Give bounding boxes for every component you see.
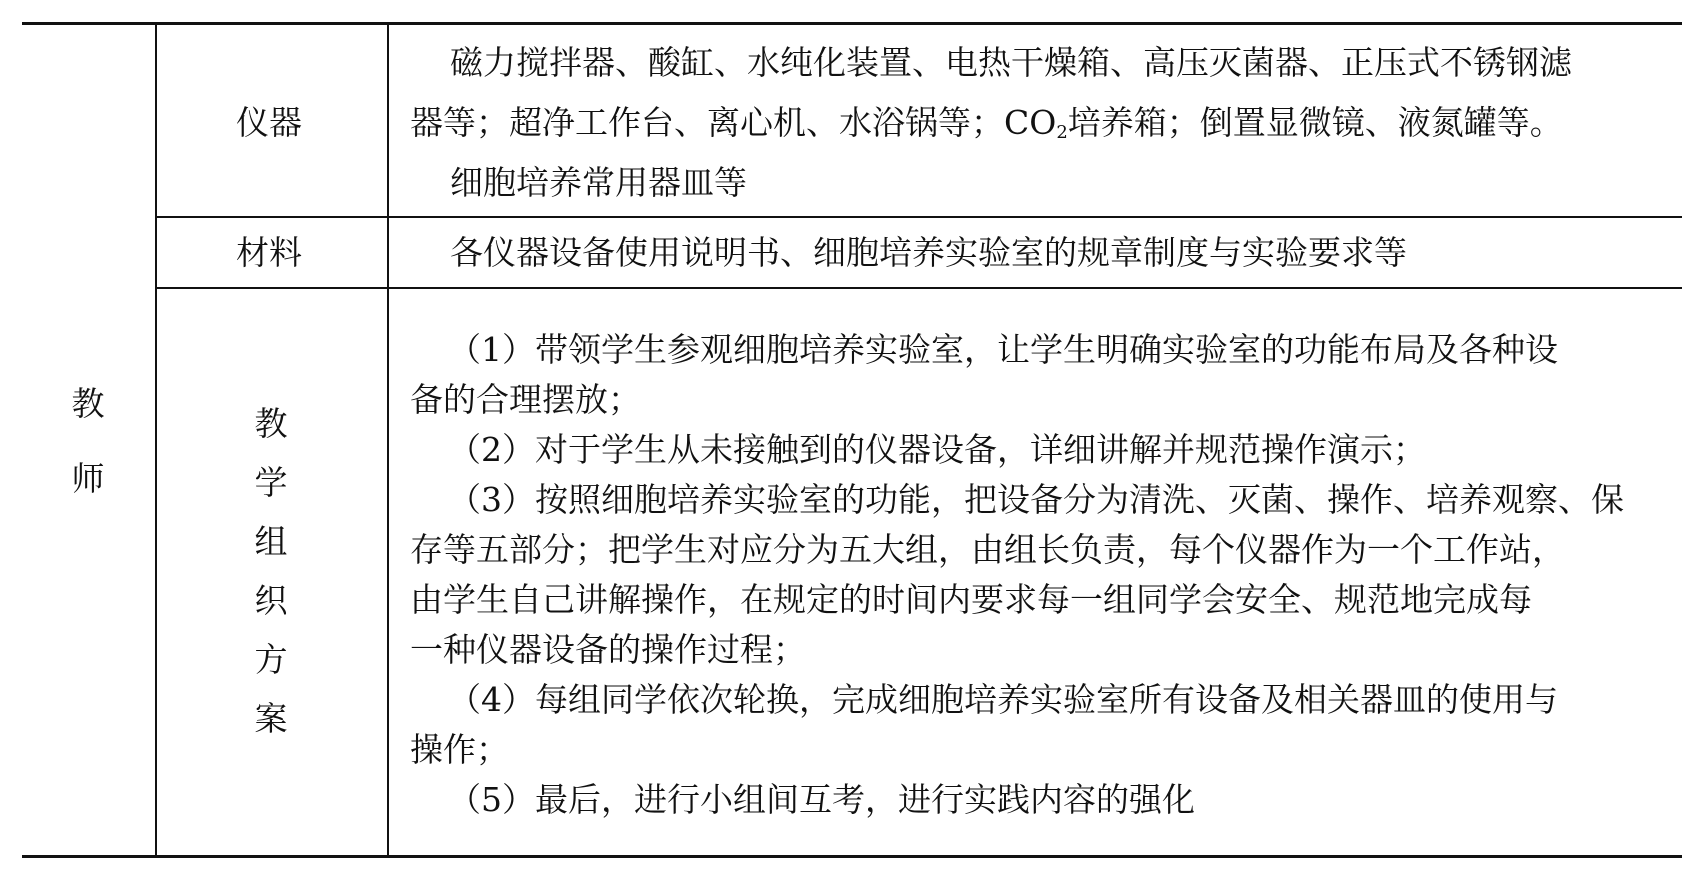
column-divider-2: [387, 24, 389, 856]
column-divider-1: [155, 24, 157, 856]
co2-text: $CO_2$: [1004, 103, 1068, 143]
row-divider-1: [155, 216, 1682, 218]
cell-line-text: 器等；超净工作台、离心机、水浴锅等；: [410, 103, 1004, 142]
cell-line: 一种仪器设备的操作过程；: [410, 630, 806, 669]
cell-line: [410, 104, 1563, 152]
cell-line: （3）按照细胞培养实验室的功能，把设备分为清洗、灭菌、操作、培养观察、保: [448, 480, 1624, 519]
row-label-char: 组: [254, 522, 288, 561]
cell-line: （1）带领学生参观细胞培养实验室，让学生明确实验室的功能布局及各种设: [448, 330, 1558, 369]
row-label-materials: 材料: [236, 233, 302, 272]
row-divider-2: [155, 287, 1682, 289]
row-label-char: 学: [254, 463, 288, 502]
table-bottom-rule: [22, 855, 1682, 858]
row-label-char: 教: [254, 404, 288, 443]
cell-line-text: 培养箱；倒置显微镜、液氮罐等。: [1067, 103, 1563, 142]
cell-line: 细胞培养常用器皿等: [450, 163, 747, 202]
cell-line: （4）每组同学依次轮换，完成细胞培养实验室所有设备及相关器皿的使用与: [448, 680, 1558, 719]
cell-line: 各仪器设备使用说明书、细胞培养实验室的规章制度与实验要求等: [450, 233, 1407, 272]
cell-line: 存等五部分；把学生对应分为五大组，由组长负责，每个仪器作为一个工作站，: [410, 530, 1565, 569]
role-char: 教: [71, 384, 105, 423]
row-label-char: 织: [254, 581, 288, 620]
row-label-char: 案: [254, 699, 288, 738]
role-char: 师: [71, 459, 105, 498]
table-top-rule: [22, 22, 1682, 25]
row-label-char: 方: [254, 640, 288, 679]
row-label-instruments: 仪器: [236, 103, 302, 142]
cell-line: 操作；: [410, 730, 509, 769]
cell-line: （5）最后，进行小组间互考，进行实践内容的强化: [448, 780, 1195, 819]
cell-line: 磁力搅拌器、酸缸、水纯化装置、电热干燥箱、高压灭菌器、正压式不锈钢滤: [450, 43, 1572, 82]
cell-line: 由学生自己讲解操作，在规定的时间内要求每一组同学会安全、规范地完成每: [410, 580, 1532, 619]
cell-line: 备的合理摆放；: [410, 380, 641, 419]
cell-line: （2）对于学生从未接触到的仪器设备，详细讲解并规范操作演示；: [448, 430, 1426, 469]
